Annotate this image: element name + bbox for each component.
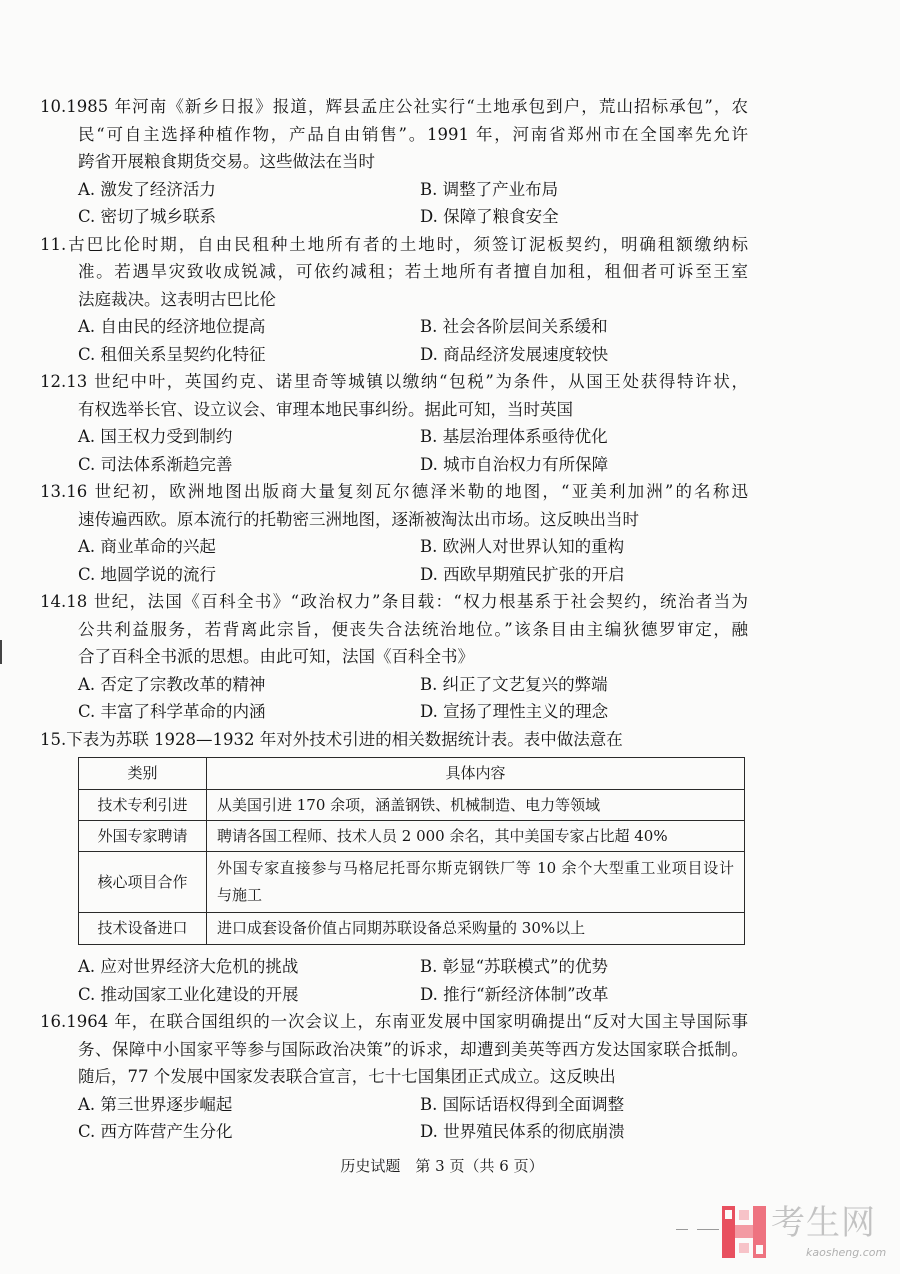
questions-area bbox=[40, 93, 748, 1146]
option-c: C. 密切了城乡联系 bbox=[78, 207, 217, 226]
table-cell-category: 技术专利引进 bbox=[79, 790, 207, 821]
watermark-rule bbox=[676, 1229, 688, 1230]
question-14 bbox=[40, 588, 748, 726]
question-number: 10. bbox=[40, 97, 67, 116]
option-c: C. 推动国家工业化建设的开展 bbox=[78, 984, 299, 1004]
table-header-category: 类别 bbox=[79, 758, 207, 790]
question-number: 15. bbox=[40, 729, 67, 749]
table-row bbox=[79, 913, 745, 945]
option-c: C. 地圆学说的流行 bbox=[78, 564, 217, 584]
option-d: D. 推行“新经济体制”改革 bbox=[420, 984, 609, 1004]
answer-options bbox=[40, 423, 748, 478]
table-cell-category: 核心项目合作 bbox=[79, 852, 207, 913]
question-stem-line: 民“可自主选择种植作物，产品自由销售”。1991 年，河南省郑州市在全国率先允许 bbox=[78, 124, 748, 144]
question-stem-line bbox=[40, 1008, 748, 1036]
option-b: B. 基层治理体系亟待优化 bbox=[420, 427, 608, 446]
table-cell-content bbox=[207, 821, 745, 852]
question-stem-text: 16 世纪初，欧洲地图出版商大量复刻瓦尔德泽米勒的地图，“亚美利加洲”的名称迅 bbox=[66, 482, 748, 501]
question-stem-line: 务、保障中小国家平等参与国际政治决策”的诉求，却遭到美英等西方发达国家联合抵制。 bbox=[78, 1039, 748, 1059]
table-row bbox=[79, 790, 745, 821]
option-b: B. 社会各阶层间关系缓和 bbox=[420, 317, 608, 336]
option-row bbox=[78, 561, 748, 589]
question-stem-line: 有权选举长官、设立议会、审理本地民事纠纷。据此可知，当时英国 bbox=[78, 399, 573, 419]
question-stem-line bbox=[40, 726, 748, 754]
answer-options bbox=[40, 533, 748, 588]
question-10 bbox=[40, 93, 748, 231]
page-footer: 历史试题 第 3 页（共 6 页） bbox=[340, 1157, 544, 1175]
option-b: B. 彰显“苏联模式”的优势 bbox=[420, 957, 608, 976]
question-number: 14. bbox=[40, 592, 67, 611]
question-stem-text: 下表为苏联 1928—1932 年对外技术引进的相关数据统计表。表中做法意在 bbox=[66, 729, 623, 749]
question-stem-text: 13 世纪中叶，英国约克、诺里奇等城镇以缴纳“包税”为条件，从国王处获得特许状， bbox=[66, 372, 748, 391]
question-stem-line: 随后，77 个发展中国家发表联合宣言，七十七国集团正式成立。这反映出 bbox=[78, 1067, 616, 1086]
table-cell-content-line: 外国专家直接参与马格尼托哥尔斯克钢铁厂等 10 余个大型重工业项目设计 bbox=[217, 859, 734, 877]
option-a: A. 国王权力受到制约 bbox=[78, 427, 233, 446]
question-13 bbox=[40, 478, 748, 588]
question-stem-text: 18 世纪，法国《百科全书》“政治权力”条目载：“权力根基系于社会契约，统治者当为 bbox=[66, 592, 748, 611]
option-row bbox=[78, 1091, 748, 1119]
question-stem-line: 速传遍西欧。原本流行的托勒密三洲地图，逐渐被淘汰出市场。这反映出当时 bbox=[78, 509, 639, 529]
option-row bbox=[78, 981, 748, 1009]
option-b: B. 国际话语权得到全面调整 bbox=[420, 1094, 625, 1114]
question-stem-line bbox=[40, 368, 748, 396]
option-a: A. 否定了宗教改革的精神 bbox=[78, 674, 266, 694]
table-header-row bbox=[79, 758, 745, 790]
option-a: A. 自由民的经济地位提高 bbox=[78, 317, 266, 336]
kaosheng-logo-icon bbox=[722, 1206, 766, 1258]
question-stem-line bbox=[40, 478, 748, 506]
option-c: C. 丰富了科学革命的内涵 bbox=[78, 702, 266, 721]
answer-options bbox=[40, 1091, 748, 1146]
option-d: D. 宣扬了理性主义的理念 bbox=[420, 702, 609, 721]
watermark-rule bbox=[697, 1229, 719, 1230]
watermark-brand: 考生网 bbox=[771, 1203, 876, 1243]
table-cell-content-line: 聘请各国工程师、技术人员 2 000 余名，其中美国专家占比超 40% bbox=[217, 826, 668, 845]
answer-options bbox=[40, 671, 748, 726]
question-stem-line: 合了百科全书派的思想。由此可知，法国《百科全书》 bbox=[78, 647, 474, 666]
option-row bbox=[78, 423, 748, 451]
option-row bbox=[78, 203, 748, 231]
answer-options bbox=[40, 176, 748, 231]
option-c: C. 司法体系渐趋完善 bbox=[78, 454, 233, 474]
option-row bbox=[78, 953, 748, 981]
question-stem-line bbox=[40, 588, 748, 616]
question-stem-line: 跨省开展粮食期货交易。这些做法在当时 bbox=[78, 152, 375, 171]
option-a: A. 激发了经济活力 bbox=[78, 179, 216, 199]
option-row bbox=[78, 176, 748, 204]
table-cell-content-line: 从美国引进 170 余项，涵盖钢铁、机械制造、电力等领域 bbox=[217, 795, 601, 814]
table-cell-content-line: 进口成套设备价值占同期苏联设备总采购量的 30%以上 bbox=[217, 919, 586, 937]
scan-edge-mark bbox=[0, 640, 2, 664]
table-cell-content bbox=[207, 790, 745, 821]
option-row bbox=[78, 533, 748, 561]
question-16 bbox=[40, 1008, 748, 1146]
option-b: B. 纠正了文艺复兴的弊端 bbox=[420, 674, 608, 694]
table-cell-content bbox=[207, 913, 745, 945]
option-row bbox=[78, 313, 748, 341]
question-number: 11. bbox=[40, 234, 67, 254]
question-number: 13. bbox=[40, 482, 67, 501]
question-number: 12. bbox=[40, 372, 67, 391]
table-cell-content-line: 与施工 bbox=[217, 886, 263, 904]
question-stem-line: 准。若遇旱灾致收成锐减，可依约减租；若土地所有者擅自加租，租佃者可诉至王室 bbox=[78, 262, 748, 281]
table-cell-content bbox=[207, 852, 745, 913]
option-row bbox=[78, 1118, 748, 1146]
table-row bbox=[79, 852, 745, 913]
answer-options bbox=[40, 313, 748, 368]
question-15 bbox=[40, 726, 748, 1009]
question-11 bbox=[40, 231, 748, 369]
table-cell-category: 技术设备进口 bbox=[79, 913, 207, 945]
option-a: A. 第三世界逐步崛起 bbox=[78, 1094, 233, 1114]
question-stem-text: 古巴比伦时期，自由民租种土地所有者的土地时，须签订泥板契约，明确租额缴纳标 bbox=[66, 234, 748, 254]
option-row bbox=[78, 671, 748, 699]
option-a: A. 商业革命的兴起 bbox=[78, 537, 216, 556]
question-12 bbox=[40, 368, 748, 478]
question-stem-line: 法庭裁决。这表明古巴比伦 bbox=[78, 289, 276, 309]
table-cell-category: 外国专家聘请 bbox=[79, 821, 207, 852]
option-d: D. 保障了粮食安全 bbox=[420, 207, 559, 226]
table-header-content: 具体内容 bbox=[207, 758, 745, 790]
option-row bbox=[78, 341, 748, 369]
tech-import-table bbox=[78, 757, 745, 945]
answer-options bbox=[40, 953, 748, 1008]
question-stem-line bbox=[40, 93, 748, 121]
question-number: 16. bbox=[40, 1012, 67, 1031]
option-c: C. 租佃关系呈契约化特征 bbox=[78, 344, 266, 364]
question-stem-line: 公共利益服务，若背离此宗旨，便丧失合法统治地位。”该条目由主编狄德罗审定，融 bbox=[78, 619, 748, 639]
option-b: B. 欧洲人对世界认知的重构 bbox=[420, 537, 625, 556]
option-d: D. 商品经济发展速度较快 bbox=[420, 344, 609, 364]
question-stem-text: 1985 年河南《新乡日报》报道，辉县孟庄公社实行“土地承包到户，荒山招标承包”，农 bbox=[66, 97, 748, 116]
option-d: D. 城市自治权力有所保障 bbox=[420, 454, 609, 474]
option-c: C. 西方阵营产生分化 bbox=[78, 1122, 233, 1141]
option-row bbox=[78, 451, 748, 479]
option-d: D. 世界殖民体系的彻底崩溃 bbox=[420, 1122, 625, 1141]
watermark-url: kaosheng.com bbox=[806, 1246, 887, 1259]
option-a: A. 应对世界经济大危机的挑战 bbox=[78, 957, 299, 976]
question-stem-line bbox=[40, 231, 748, 259]
table-row bbox=[79, 821, 745, 852]
option-row bbox=[78, 698, 748, 726]
option-b: B. 调整了产业布局 bbox=[420, 179, 559, 199]
option-d: D. 西欧早期殖民扩张的开启 bbox=[420, 564, 625, 584]
question-stem-text: 1964 年，在联合国组织的一次会议上，东南亚发展中国家明确提出“反对大国主导国际事 bbox=[66, 1012, 748, 1031]
